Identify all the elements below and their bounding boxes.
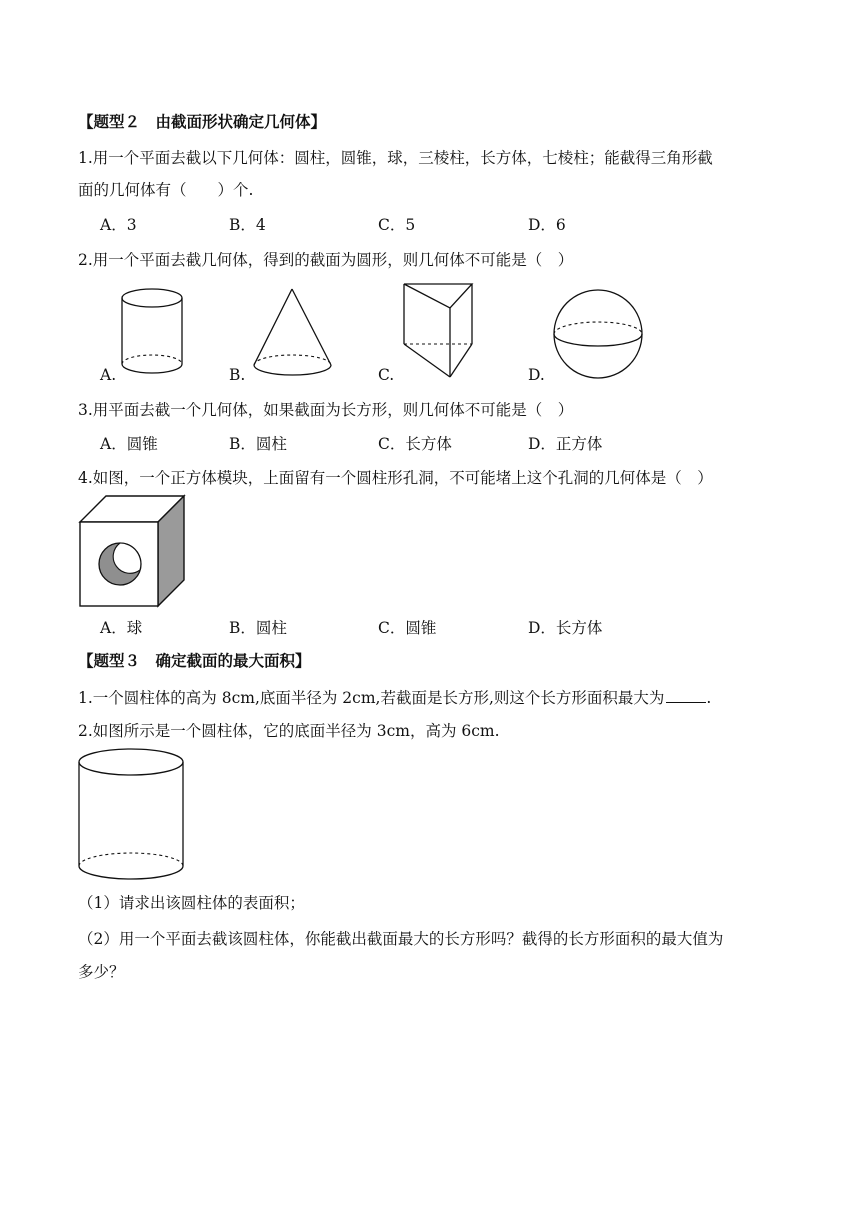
subquestion-1: （1）请求出该圆柱体的表面积； (78, 894, 305, 912)
question-2-4: 4.如图，一个正方体模块，上面留有一个圆柱形孔洞，不可能堵上这个孔洞的几何体是（ ） (78, 469, 713, 487)
figure-label-b: B. (229, 366, 246, 384)
option-b: B．圆柱 (229, 435, 287, 453)
question-2-1-line1: 1.用一个平面去截以下几何体：圆柱，圆锥，球，三棱柱，长方体，七棱柱；能截得三角形截 (78, 149, 713, 167)
figure-label-c: C. (378, 366, 395, 384)
question-3-2: 2.如图所示是一个圆柱体，它的底面半径为 3cm，高为 6cm. (78, 722, 500, 740)
figure-label-a: A. (100, 366, 117, 384)
question-2-3: 3.用平面去截一个几何体，如果截面为长方形，则几何体不可能是（ ） (78, 401, 574, 419)
option-d: D．正方体 (528, 435, 603, 453)
cone-figure (252, 285, 342, 380)
section-title-3: 【题型３ 确定截面的最大面积】 (78, 652, 311, 670)
triangular-prism-figure (400, 280, 480, 380)
option-a: A．圆锥 (100, 435, 158, 453)
option-a: A．球 (100, 619, 143, 637)
option-c: C．5 (378, 216, 416, 234)
option-c: C．长方体 (378, 435, 452, 453)
subquestion-2-line1: （2）用一个平面去截该圆柱体，你能截出截面最大的长方形吗？截得的长方形面积的最大值为 (78, 930, 724, 948)
option-a: A．3 (100, 216, 137, 234)
question-3-1-text: 1.一个圆柱体的高为 8cm,底面半径为 2cm,若截面是长方形,则这个长方形面积最大为 (78, 689, 665, 707)
cylinder-figure (120, 288, 192, 378)
question-2-2: 2.用一个平面去截几何体，得到的截面为圆形，则几何体不可能是（ ） (78, 251, 574, 269)
option-b: B．4 (229, 216, 266, 234)
section-title-2: 【题型２ 由截面形状确定几何体】 (78, 113, 327, 131)
sphere-figure (552, 288, 648, 384)
option-c: C．圆锥 (378, 619, 437, 637)
answer-blank[interactable] (666, 688, 706, 703)
question-3-1-end: . (706, 689, 712, 707)
question-2-1-line2: 面的几何体有（ ）个. (78, 181, 254, 199)
option-d: D．6 (528, 216, 566, 234)
figure-label-d: D. (528, 366, 545, 384)
option-d: D．长方体 (528, 619, 603, 637)
cylinder-figure (77, 748, 189, 884)
question-3-1 (78, 688, 711, 708)
option-b: B．圆柱 (229, 619, 287, 637)
subquestion-2-line2: 多少？ (78, 963, 125, 981)
cube-with-hole-figure (78, 494, 188, 610)
